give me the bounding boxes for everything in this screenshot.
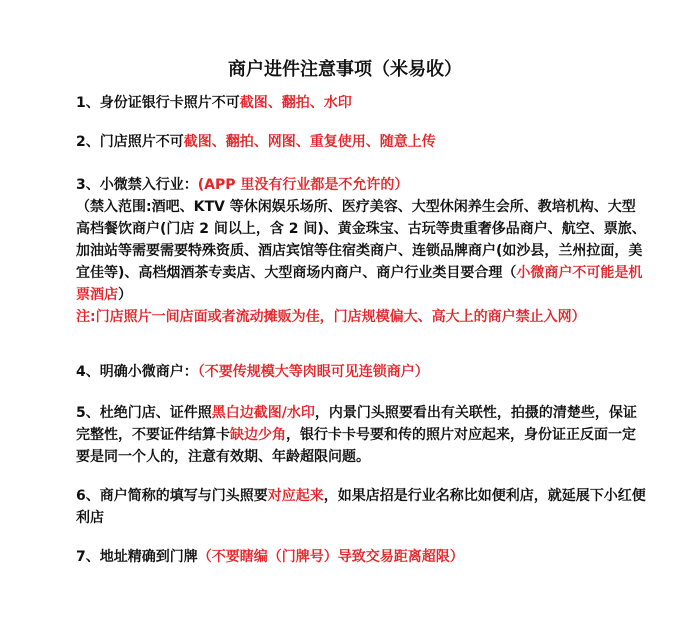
rule-item-7	[76, 546, 646, 568]
rule-item-5	[76, 402, 646, 468]
rule-1-text: 1、身份证银行卡照片不可	[76, 95, 240, 111]
rule-5-highlight-2: 缺边少角	[230, 427, 286, 443]
rule-3-note: 注:门店照片一间店面或者流动摊贩为佳，门店规模偏大、高大上的商户禁止入网）	[76, 309, 586, 325]
page-title: 商户进件注意事项（米易收）	[228, 59, 462, 80]
rule-3-text: 3、小微禁入行业：	[76, 177, 198, 193]
rule-3-body-highlight: 小微商户不可能是机票酒店	[76, 265, 643, 303]
rule-1-highlight: 截图、翻拍、水印	[239, 95, 352, 111]
rule-2-highlight: 截图、翻拍、网图、重复使用、随意上传	[183, 134, 436, 150]
rule-6-highlight: 对应起来	[267, 488, 324, 504]
rule-7-highlight: （不要瞎编（门牌号）导致交易距离超限）	[197, 549, 464, 565]
rule-2-text: 2、门店照片不可	[76, 134, 184, 150]
rule-4-highlight: （不要传规模大等肉眼可见连锁商户）	[197, 364, 429, 380]
rule-6-suffix: ，如果店招是行业名称比如便利店，就延展下小红便利店	[76, 488, 646, 526]
rule-item-2	[76, 131, 646, 153]
rule-3-body: （禁入范围:酒吧、KTV 等休闲娱乐场所、医疗美容、大型休闲养生会所、教培机构、大型高档餐饮商户(门店 2 间以上，含 2 间)、黄金珠宝、古玩等贵重奢侈品商户、航空、票旅、加油站等需要需要特殊资质、酒店宾馆等住宿类商户、连锁品牌商户(如沙县，兰州拉面，美宜佳等)、高档烟酒茶专卖店、大型商场内商户、商户行业类目要合理（	[76, 199, 646, 281]
rule-4-text: 4、明确小微商户：	[76, 364, 198, 380]
rule-3-body-end: ）	[118, 287, 132, 303]
rule-5-middle: ，内景门头照要看出有关联性，拍摄的清楚些，保证完整性，不要证件结算卡	[76, 405, 637, 443]
rule-5-highlight: 黑白边截图/水印	[211, 405, 315, 421]
rule-item-6	[76, 485, 646, 529]
rule-item-4	[76, 361, 646, 383]
rule-3-highlight: (APP 里没有行业都是不允许的）	[197, 177, 409, 193]
rule-7-text: 7、地址精确到门牌	[76, 549, 198, 565]
rule-5-text: 5、杜绝门店、证件照	[76, 405, 212, 421]
rule-item-3	[76, 174, 646, 328]
rule-5-suffix: ，银行卡卡号要和传的照片对应起来，身份证正反面一定要是同一个人的，注意有效期、年龄超限问题。	[76, 427, 636, 465]
rule-6-text: 6、商户简称的填写与门头照要	[76, 488, 268, 504]
rule-item-1	[76, 92, 646, 114]
